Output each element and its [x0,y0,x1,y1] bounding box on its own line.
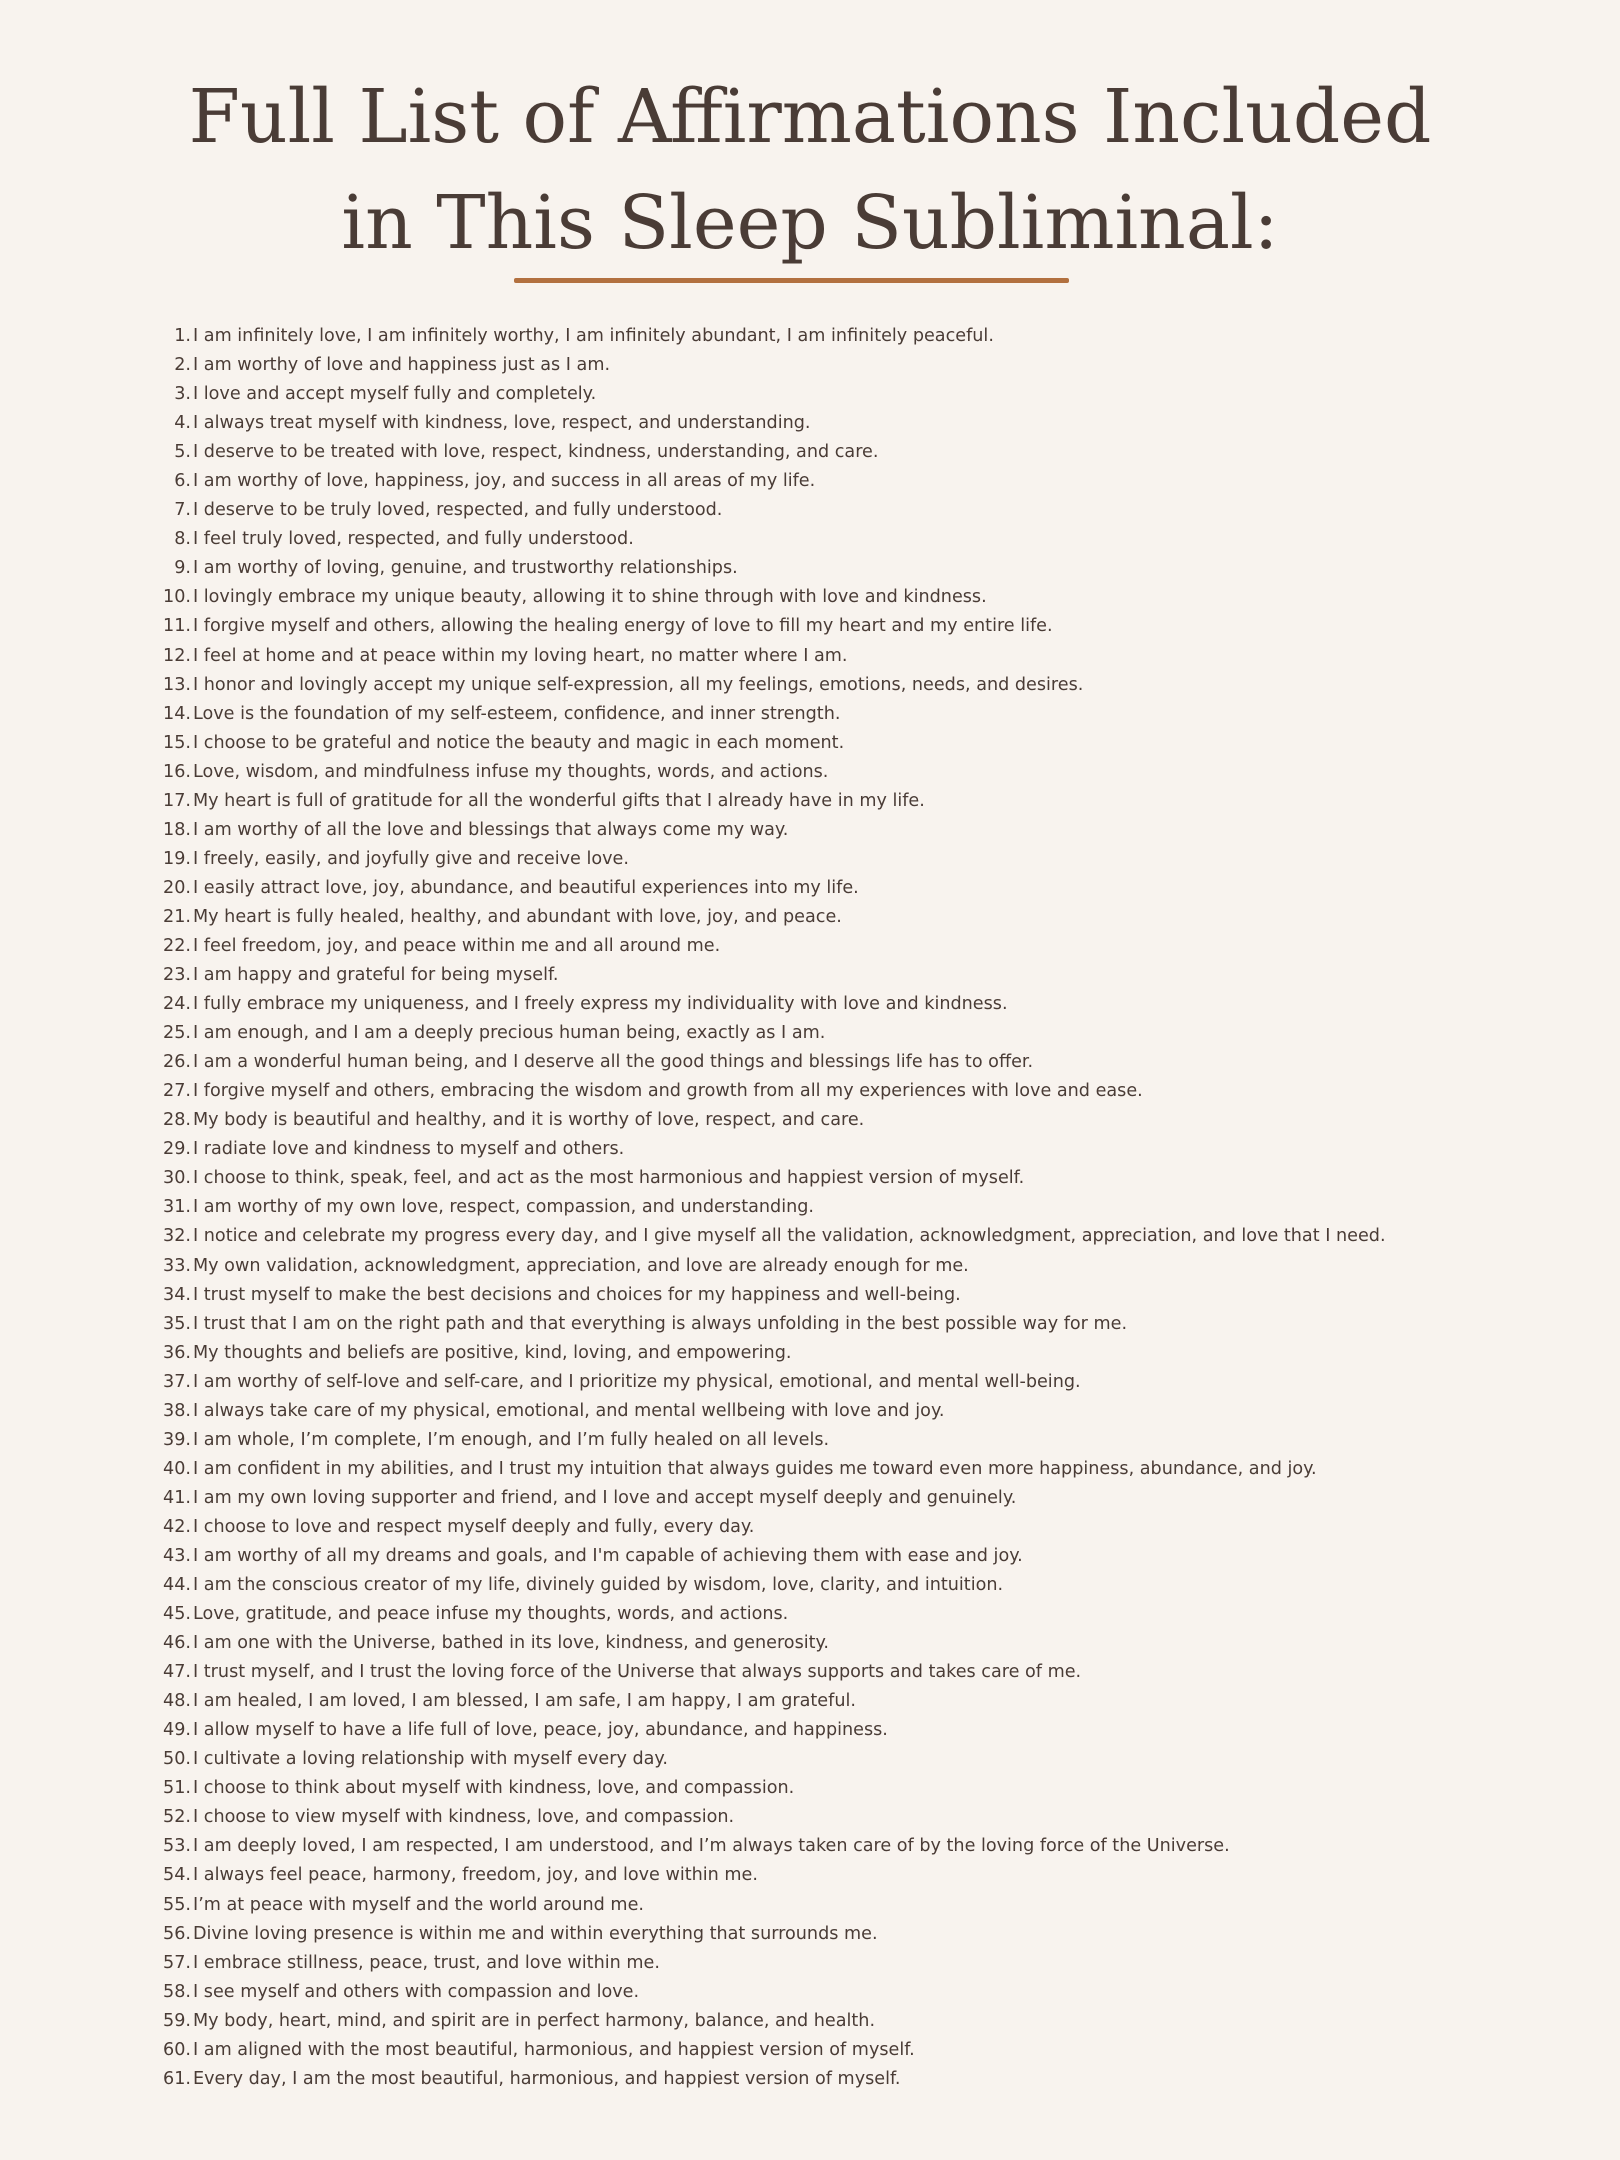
list-item [0,1803,1620,1832]
list-item [0,409,1620,438]
list-item-text: I am one with the Universe, bathed in its love, kindness, and generosity. [193,1633,830,1654]
list-item-text: I see myself and others with compassion and love. [193,1981,640,2002]
list-item-number: 38. [163,1400,191,1421]
list-item-text: I embrace stillness, peace, trust, and love within me. [193,1952,660,1973]
list-item [0,1774,1620,1803]
list-item-number: 55. [163,1894,191,1915]
list-item-text: My heart is fully healed, healthy, and abundant with love, joy, and peace. [193,906,842,927]
list-item [0,1164,1620,1193]
list-item [0,1193,1620,1222]
affirmations-list [0,322,1620,2094]
list-item [0,1077,1620,1106]
list-item-number: 32. [163,1226,191,1247]
list-item-number: 36. [163,1342,191,1363]
list-item [0,1658,1620,1687]
list-item-text: I am worthy of self-love and self-care, and I prioritize my physical, emotional, and mental well-being. [193,1371,1081,1392]
list-item-number: 18. [163,819,191,840]
list-item-number: 57. [163,1952,191,1973]
list-item-text: I am enough, and I am a deeply precious human being, exactly as I am. [193,1023,826,1044]
list-item [0,990,1620,1019]
list-item [0,1978,1620,2007]
list-item [0,961,1620,990]
list-item-number: 20. [163,877,191,898]
list-item [0,642,1620,671]
list-item [0,671,1620,700]
list-item-text: I am confident in my abilities, and I trust my intuition that always guides me toward even more happiness, abundance, and joy. [193,1458,1317,1479]
list-item-text: Every day, I am the most beautiful, harmonious, and happiest version of myself. [193,2068,901,2089]
list-item [0,554,1620,583]
list-item-text: I lovingly embrace my unique beauty, allowing it to shine through with love and kindness. [193,587,987,608]
list-item [0,1687,1620,1716]
list-item [0,380,1620,409]
list-item-number: 51. [163,1778,191,1799]
list-item-text: My body, heart, mind, and spirit are in perfect harmony, balance, and health. [193,2010,876,2031]
list-item [0,845,1620,874]
list-item-text: I choose to view myself with kindness, love, and compassion. [193,1807,735,1828]
list-item-number: 35. [163,1313,191,1334]
list-item [0,1484,1620,1513]
list-item-text: I allow myself to have a life full of love, peace, joy, abundance, and happiness. [193,1720,888,1741]
list-item-text: I notice and celebrate my progress every day, and I give myself all the validation, acknowledgment, appreciation, and love that I need. [193,1226,1386,1247]
list-item [0,1310,1620,1339]
list-item-text: I trust myself, and I trust the loving force of the Universe that always supports and takes care of me. [193,1662,1082,1683]
list-item-number: 39. [163,1429,191,1450]
list-item-number: 31. [163,1197,191,1218]
list-item-number: 21. [163,906,191,927]
list-item [0,1455,1620,1484]
list-item [0,525,1620,554]
list-item [0,1629,1620,1658]
list-item-text: I am healed, I am loved, I am blessed, I am safe, I am happy, I am grateful. [193,1691,856,1712]
list-item-number: 25. [163,1023,191,1044]
list-item-text: I am whole, I’m complete, I’m enough, and I’m fully healed on all levels. [193,1429,830,1450]
list-item-number: 58. [163,1981,191,2002]
list-item-number: 12. [163,645,191,666]
list-item-number: 47. [163,1662,191,1683]
list-item-text: I always treat myself with kindness, love, respect, and understanding. [193,413,811,434]
list-item-number: 59. [163,2010,191,2031]
list-item-text: Love is the foundation of my self-esteem, confidence, and inner strength. [193,703,841,724]
list-item-text: I trust that I am on the right path and that everything is always unfolding in the best possible way for me. [193,1313,1128,1334]
list-item-number: 52. [163,1807,191,1828]
list-item [0,1019,1620,1048]
list-item-text: I deserve to be truly loved, respected, and fully understood. [193,500,723,521]
list-item-text: I am aligned with the most beautiful, harmonious, and happiest version of myself. [193,2039,915,2060]
list-item-text: I honor and lovingly accept my unique self-expression, all my feelings, emotions, needs, and desires. [193,674,1084,695]
list-item-number: 41. [163,1487,191,1508]
list-item [0,1832,1620,1861]
list-item [0,1397,1620,1426]
list-item-number: 43. [163,1545,191,1566]
list-item [0,1135,1620,1164]
list-item-number: 22. [163,935,191,956]
list-item-text: I love and accept myself fully and completely. [193,384,597,405]
list-item-number: 16. [163,761,191,782]
list-item-text: I am a wonderful human being, and I deserve all the good things and blessings life has to offer. [193,1052,1034,1073]
list-item-text: I always feel peace, harmony, freedom, joy, and love within me. [193,1865,758,1886]
list-item-number: 23. [163,965,191,986]
list-item-text: I always take care of my physical, emotional, and mental wellbeing with love and joy. [193,1400,945,1421]
list-item-number: 26. [163,1052,191,1073]
list-item-number: 17. [163,790,191,811]
list-item-number: 54. [163,1865,191,1886]
list-item-number: 27. [163,1081,191,1102]
list-item-number: 6. [174,471,191,492]
list-item [0,612,1620,641]
list-item [0,1222,1620,1251]
list-item-number: 10. [163,587,191,608]
list-item [0,2036,1620,2065]
list-item-text: I am happy and grateful for being myself. [193,965,559,986]
list-item-text: I trust myself to make the best decisions and choices for my happiness and well-being. [193,1284,961,1305]
list-item [0,1542,1620,1571]
list-item-number: 1. [174,326,191,346]
list-item-number: 60. [163,2039,191,2060]
list-item-number: 48. [163,1691,191,1712]
list-item-text: I easily attract love, joy, abundance, and beautiful experiences into my life. [193,877,859,898]
list-item-text: I am worthy of love and happiness just as I am. [193,355,611,376]
list-item-number: 13. [163,674,191,695]
list-item [0,700,1620,729]
list-item-text: I choose to love and respect myself deeply and fully, every day. [193,1516,755,1537]
list-item [0,1426,1620,1455]
list-item [0,1339,1620,1368]
list-item [0,1716,1620,1745]
list-item-text: I am deeply loved, I am respected, I am understood, and I’m always taken care of by the loving force of the Universe. [193,1836,1230,1857]
list-item-number: 9. [174,558,191,579]
list-item-number: 30. [163,1168,191,1189]
list-item-number: 5. [174,442,191,463]
list-item-text: My thoughts and beliefs are positive, kind, loving, and empowering. [193,1342,792,1363]
list-item-text: I radiate love and kindness to myself and others. [193,1139,625,1160]
list-item [0,729,1620,758]
page-title-line-1: Full List of Affirmations Included [188,74,1432,160]
list-item-text: I am my own loving supporter and friend, and I love and accept myself deeply and genuinely. [193,1487,1017,1508]
list-item-number: 24. [163,994,191,1015]
list-item-number: 3. [174,384,191,405]
list-item [0,787,1620,816]
list-item-text: Divine loving presence is within me and within everything that surrounds me. [193,1923,878,1944]
list-item-number: 37. [163,1371,191,1392]
list-item [0,816,1620,845]
list-item [0,1600,1620,1629]
list-item-number: 29. [163,1139,191,1160]
list-item-number: 7. [174,500,191,521]
list-item [0,1571,1620,1600]
list-item-text: I feel at home and at peace within my loving heart, no matter where I am. [193,645,848,666]
list-item-text: I am worthy of all my dreams and goals, and I'm capable of achieving them with ease and joy. [193,1545,1023,1566]
list-item [0,1745,1620,1774]
list-item-text: I am the conscious creator of my life, divinely guided by wisdom, love, clarity, and intuition. [193,1575,1004,1596]
list-item-number: 53. [163,1836,191,1857]
list-item-text: I am infinitely love, I am infinitely worthy, I am infinitely abundant, I am infinitely peaceful. [193,326,994,346]
list-item [0,874,1620,903]
list-item-text: My heart is full of gratitude for all the wonderful gifts that I already have in my life. [193,790,925,811]
list-item-number: 44. [163,1575,191,1596]
list-item-number: 61. [163,2068,191,2089]
list-item [0,758,1620,787]
list-item [0,496,1620,525]
list-item-text: I am worthy of loving, genuine, and trustworthy relationships. [193,558,738,579]
list-item-text: I cultivate a loving relationship with myself every day. [193,1749,668,1770]
list-item [0,438,1620,467]
list-item [0,1106,1620,1135]
list-item [0,903,1620,932]
list-item [0,2007,1620,2036]
list-item [0,1048,1620,1077]
list-item [0,1513,1620,1542]
list-item-text: I fully embrace my uniqueness, and I freely express my individuality with love and kindness. [193,994,1008,1015]
list-item [0,1949,1620,1978]
list-item-number: 11. [163,616,191,637]
page-title [0,64,1620,276]
list-item [0,1252,1620,1281]
list-item [0,1891,1620,1920]
list-item-number: 14. [163,703,191,724]
list-item-text: My own validation, acknowledgment, appreciation, and love are already enough for me. [193,1255,969,1276]
list-item-number: 2. [174,355,191,376]
list-item-text: I choose to think, speak, feel, and act as the most harmonious and happiest version of myself. [193,1168,1025,1189]
list-item [0,351,1620,380]
title-underline-divider [514,278,1069,283]
list-item-text: Love, wisdom, and mindfulness infuse my thoughts, words, and actions. [193,761,829,782]
list-item [0,1861,1620,1890]
list-item-text: I am worthy of all the love and blessings that always come my way. [193,819,789,840]
list-item-number: 28. [163,1110,191,1131]
list-item-number: 40. [163,1458,191,1479]
list-item-text: I forgive myself and others, embracing the wisdom and growth from all my experiences with love and ease. [193,1081,1143,1102]
list-item-number: 15. [163,732,191,753]
list-item-number: 56. [163,1923,191,1944]
list-item-text: I feel truly loved, respected, and fully understood. [193,529,634,550]
list-item-text: I freely, easily, and joyfully give and receive love. [193,848,629,869]
list-item-text: I choose to think about myself with kindness, love, and compassion. [193,1778,795,1799]
list-item [0,1368,1620,1397]
list-item-number: 34. [163,1284,191,1305]
list-item-text: I am worthy of love, happiness, joy, and success in all areas of my life. [193,471,816,492]
list-item-number: 4. [174,413,191,434]
list-item-number: 49. [163,1720,191,1741]
list-item-text: I feel freedom, joy, and peace within me and all around me. [193,935,721,956]
list-item-text: I forgive myself and others, allowing the healing energy of love to fill my heart and my entire life. [193,616,1053,637]
list-item-text: My body is beautiful and healthy, and it is worthy of love, respect, and care. [193,1110,865,1131]
list-item-number: 46. [163,1633,191,1654]
list-item-number: 42. [163,1516,191,1537]
list-item [0,583,1620,612]
list-item-text: Love, gratitude, and peace infuse my thoughts, words, and actions. [193,1604,789,1625]
list-item [0,322,1620,351]
page-title-line-2: in This Sleep Subliminal: [341,180,1279,266]
list-item-text: I choose to be grateful and notice the beauty and magic in each moment. [193,732,845,753]
list-item [0,1920,1620,1949]
list-item-number: 33. [163,1255,191,1276]
list-item [0,1281,1620,1310]
list-item-number: 45. [163,1604,191,1625]
list-item-text: I deserve to be treated with love, respect, kindness, understanding, and care. [193,442,879,463]
list-item-number: 19. [163,848,191,869]
list-item [0,2065,1620,2094]
list-item-number: 8. [174,529,191,550]
list-item [0,467,1620,496]
list-item [0,932,1620,961]
list-item-number: 50. [163,1749,191,1770]
list-item-text: I’m at peace with myself and the world around me. [193,1894,644,1915]
list-item-text: I am worthy of my own love, respect, compassion, and understanding. [193,1197,815,1218]
